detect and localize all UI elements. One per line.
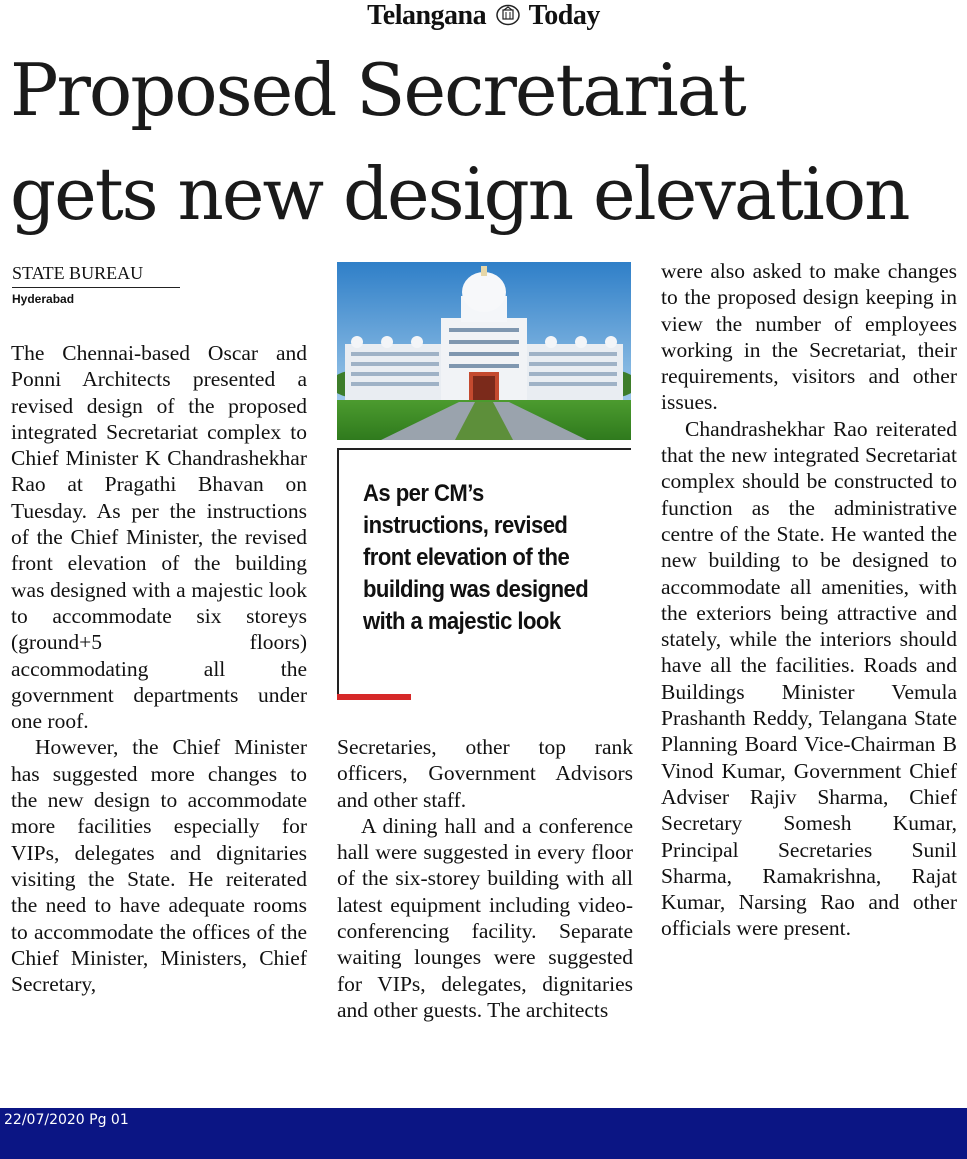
- article-paragraph: A dining hall and a conference hall were suggested in every floor of the six-storey building with all latest equipment including video-conferencing facility. Separate waiting lounges were suggested for VIPs, delegates, dignitaries and other guests. The architects: [337, 813, 633, 1022]
- masthead: [0, 0, 967, 34]
- footer-date-page: 22/07/2020 Pg 01: [4, 1112, 129, 1128]
- pull-quote-left-rule: [337, 448, 339, 698]
- pull-quote-text: As per CM’s instructions, revised front elevation of the building was designed with a majestic look: [363, 480, 589, 635]
- footer-bar: [0, 1108, 967, 1159]
- article-paragraph: were also asked to make changes to the proposed design keeping in view the number of employees working in the Secretariat, their requirements, visitors and other issues.: [661, 259, 957, 415]
- article-paragraph: Chandrashekhar Rao reiterated that the new integrated Secretariat complex should be constructed to function as the administrative centre of the State. He wanted the new building to be designed to accommodate all amenities, with the exteriors being attractive and stately, while the interiors should have all the facilities. Roads and Buildings Minister Vemula Prashanth Reddy, Telangana State Planning Board Vice-Chairman B Vinod Kumar, Government Chief Adviser Rajiv Sharma, Chief Secretary Somesh Kumar, Principal Secretaries Sunil Sharma, Ramakrishna, Rajat Kumar, Narsing Rao and other officials were present.: [661, 416, 957, 941]
- masthead-today: Today: [528, 0, 600, 31]
- article-paragraph: However, the Chief Minister has suggested more changes to the new design to accommodate more facilities especially for VIPs, delegates and dignitaries visiting the State. He reiterated the need to have adequate rooms to accommodate the offices of the Chief Minister, Ministers, Chief Secretary,: [11, 735, 307, 997]
- article-paragraph: The Chennai-based Oscar and Ponni Architects presented a revised design of the proposed integrated Secretariat complex to Chief Minister K Chandrashekhar Rao at Pragathi Bhavan on Tuesday. As per the instructions of the Chief Minister, the revised front elevation of the building was designed with a majestic look to accommodate six storeys (ground+5 floors) accommodating all the government departments under one roof.: [11, 341, 307, 734]
- masthead-telangana: Telangana: [367, 0, 487, 31]
- secretariat-building-rendering-icon: [337, 262, 631, 440]
- headline-line-2: gets new design elevation: [10, 152, 909, 236]
- pull-quote-accent-bar: [337, 694, 411, 700]
- headline: [10, 38, 960, 246]
- article-column-1: [11, 340, 307, 997]
- byline: [12, 262, 180, 306]
- byline-city: Hyderabad: [12, 292, 75, 306]
- seal-emblem-icon: [495, 4, 521, 26]
- byline-bureau: STATE BUREAU: [12, 262, 180, 288]
- pull-quote: [337, 448, 631, 700]
- article-column-3: [661, 258, 957, 942]
- article-column-2: [337, 734, 633, 1023]
- headline-line-1: Proposed Secretariat: [10, 48, 745, 132]
- pull-quote-top-rule: [337, 448, 631, 450]
- article-paragraph: Secretaries, other top rank officers, Government Advisors and other staff.: [337, 735, 633, 812]
